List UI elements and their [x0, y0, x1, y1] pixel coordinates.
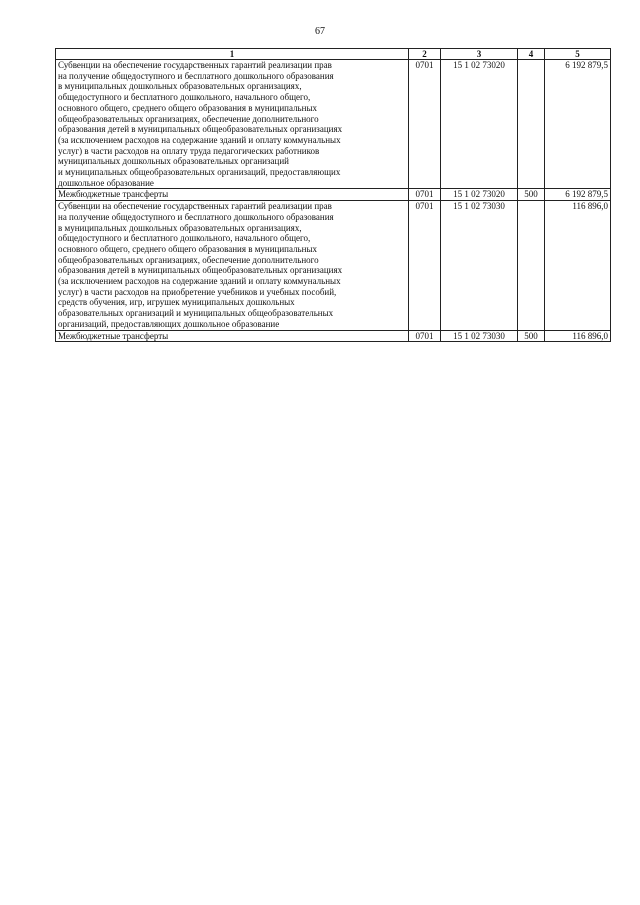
description-line: общеобразовательных организациях, обеспечение дополнительного — [58, 113, 319, 124]
section-code: 0701 — [409, 330, 441, 342]
table-row — [56, 330, 611, 342]
description-line: в муниципальных дошкольных образовательных организациях, — [58, 222, 302, 233]
description-line: образовательных организаций и муниципальных общеобразовательных — [58, 308, 334, 319]
section-code: 0701 — [409, 60, 441, 189]
column-header-amount: 5 — [545, 49, 611, 60]
expense-type-code: 500 — [518, 330, 545, 342]
description-line: (за исключением расходов на содержание зданий и оплату коммунальных — [58, 134, 341, 145]
amount: 6 192 879,5 — [545, 60, 611, 189]
description-line: общеобразовательных организациях, обеспечение дополнительного — [58, 254, 319, 265]
table-row — [56, 60, 611, 189]
description-line: в муниципальных дошкольных образовательных организациях, — [58, 81, 302, 92]
amount: 116 896,0 — [545, 201, 611, 330]
amount: 6 192 879,5 — [545, 189, 611, 201]
table-row — [56, 201, 611, 330]
row-description — [56, 189, 409, 201]
description-line: образования детей в муниципальных общеобразовательных организациях — [58, 265, 343, 276]
column-header-expense-type: 4 — [518, 49, 545, 60]
table-row — [56, 189, 611, 201]
row-description — [56, 60, 409, 189]
description-line: Межбюджетные трансферты — [58, 330, 169, 341]
description-line: общедоступного и бесплатного дошкольного, начального общего, — [58, 92, 311, 103]
description-line: Субвенции на обеспечение государственных гарантий реализации прав — [58, 201, 332, 212]
budget-table — [55, 48, 611, 342]
description-line: (за исключением расходов на содержание зданий и оплату коммунальных — [58, 276, 341, 287]
target-article-code: 15 1 02 73030 — [441, 201, 518, 330]
expense-type-code — [518, 60, 545, 189]
expense-type-code: 500 — [518, 189, 545, 201]
description-line: средств обучения, игр, игрушек муниципальных дошкольных — [58, 297, 295, 308]
column-header-name: 1 — [56, 49, 409, 60]
row-description — [56, 201, 409, 330]
description-line: Межбюджетные трансферты — [58, 189, 169, 200]
description-line: Субвенции на обеспечение государственных гарантий реализации прав — [58, 60, 332, 70]
row-description — [56, 330, 409, 342]
description-line: на получение общедоступного и бесплатного дошкольного образования — [58, 211, 334, 222]
description-line: образования детей в муниципальных общеобразовательных организациях — [58, 124, 343, 135]
target-article-code: 15 1 02 73030 — [441, 330, 518, 342]
description-line: и муниципальных общеобразовательных организаций, предоставляющих — [58, 167, 341, 178]
amount: 116 896,0 — [545, 330, 611, 342]
section-code: 0701 — [409, 189, 441, 201]
description-line: на получение общедоступного и бесплатного дошкольного образования — [58, 70, 334, 81]
column-header-target-article: 3 — [441, 49, 518, 60]
expense-type-code — [518, 201, 545, 330]
section-code: 0701 — [409, 201, 441, 330]
target-article-code: 15 1 02 73020 — [441, 60, 518, 189]
table-body — [56, 60, 611, 342]
description-line: основного общего, среднего общего образования в муниципальных — [58, 102, 318, 113]
description-line: общедоступного и бесплатного дошкольного, начального общего, — [58, 233, 311, 244]
column-header-section: 2 — [409, 49, 441, 60]
description-line: организаций, предоставляющих дошкольное образование — [58, 318, 280, 329]
description-line: муниципальных дошкольных образовательных организаций — [58, 156, 289, 167]
description-line: основного общего, среднего общего образования в муниципальных — [58, 243, 318, 254]
header-row — [56, 49, 611, 60]
page-number: 67 — [315, 26, 325, 37]
description-line: дошкольное образование — [58, 177, 154, 188]
target-article-code: 15 1 02 73020 — [441, 189, 518, 201]
description-line: услуг) в части расходов на оплату труда педагогических работников — [58, 145, 320, 156]
description-line: услуг) в части расходов на приобретение учебников и учебных пособий, — [58, 286, 337, 297]
